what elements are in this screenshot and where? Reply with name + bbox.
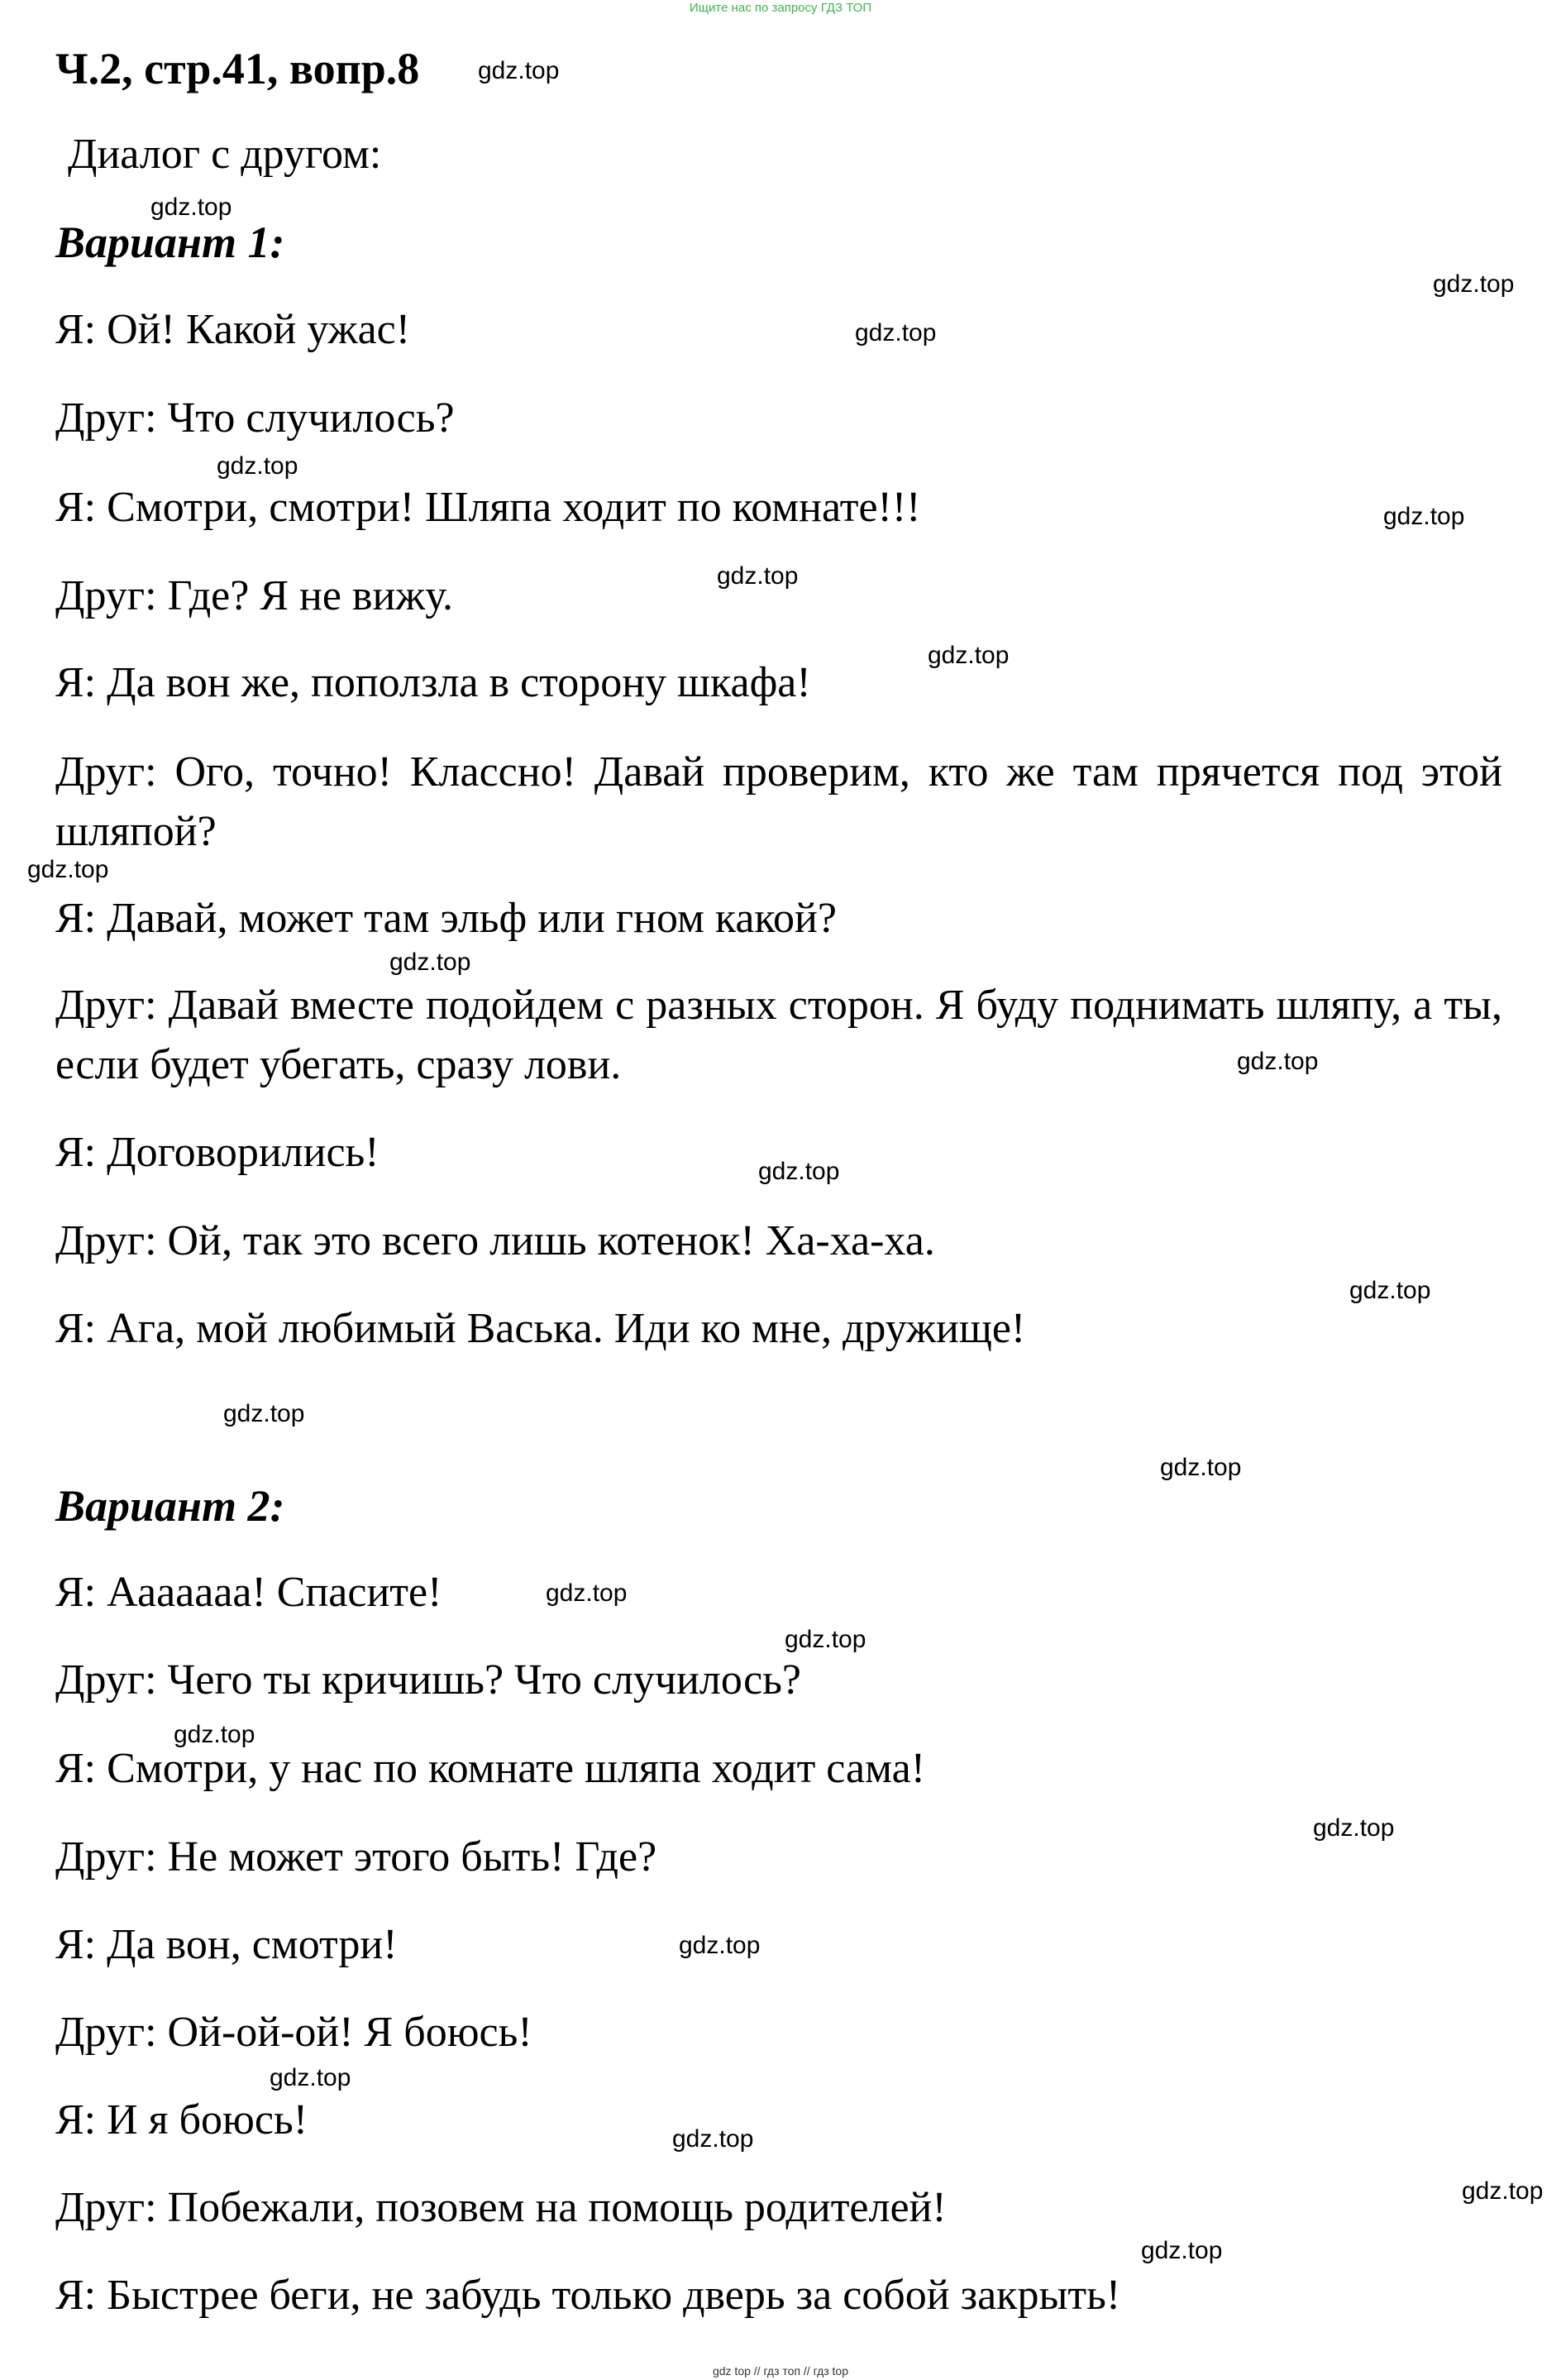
watermark: gdz.top — [217, 452, 298, 480]
dialog-line: Я: Ой! Какой ужас! — [55, 306, 411, 353]
watermark: gdz.top — [717, 562, 799, 590]
dialog-line: Друг: Ого, точно! Классно! Давай проверим, кто же там прячется под этой шляпой? — [55, 748, 1502, 855]
watermark: gdz.top — [679, 1932, 761, 1959]
variant-1-heading: Вариант 1: — [55, 217, 285, 267]
dialog-line: Я: Быстрее беги, не забудь только дверь за собой закрыть! — [55, 2272, 1121, 2319]
top-banner[interactable]: Ищите нас по запросу ГДЗ ТОП — [689, 1, 872, 15]
watermark: gdz.top — [928, 642, 1010, 669]
dialog-line: Друг: Ой-ой-ой! Я боюсь! — [55, 2009, 532, 2056]
watermark: gdz.top — [174, 1721, 255, 1748]
watermark: gdz.top — [27, 856, 109, 883]
dialog-line: Я: Да вон же, поползла в сторону шкафа! — [55, 659, 811, 706]
dialog-line: Друг: Давай вместе подойдем с разных сторон. Я буду поднимать шляпу, а ты, если будет убегать, сразу лови. — [55, 982, 1502, 1088]
dialog-line: Я: Смотри, смотри! Шляпа ходит по комнате!!! — [55, 484, 921, 531]
dialog-line: Я: Смотри, у нас по комнате шляпа ходит сама! — [55, 1745, 926, 1792]
watermark: gdz.top — [855, 319, 937, 346]
watermark: gdz.top — [223, 1400, 305, 1427]
dialog-line: Друг: Где? Я не вижу. — [55, 572, 454, 619]
watermark: gdz.top — [478, 57, 560, 84]
dialog-line: Друг: Побежали, позовем на помощь родителей! — [55, 2184, 947, 2231]
watermark: gdz.top — [1349, 1277, 1431, 1304]
watermark: gdz.top — [546, 1579, 628, 1607]
watermark: gdz.top — [1160, 1454, 1242, 1481]
dialog-line: Я: Ааааааа! Спасите! — [55, 1569, 442, 1616]
dialog-line: Друг: Чего ты кричишь? Что случилось? — [55, 1656, 802, 1704]
footer: gdz top // гдз топ // гдз top — [712, 2364, 849, 2378]
dialog-line: Я: Да вон, смотри! — [55, 1921, 398, 1968]
watermark: gdz.top — [1383, 503, 1465, 530]
dialog-line: Я: И я боюсь! — [55, 2096, 308, 2143]
dialog-line: Я: Договорились! — [55, 1129, 380, 1176]
watermark: gdz.top — [785, 1626, 866, 1653]
watermark: gdz.top — [1462, 2177, 1544, 2205]
watermark: gdz.top — [150, 194, 232, 221]
dialog-line: Я: Ага, мой любимый Васька. Иди ко мне, дружище! — [55, 1305, 1026, 1352]
watermark: gdz.top — [1237, 1048, 1319, 1075]
dialog-line: Я: Давай, может там эльф или гном какой? — [55, 895, 837, 942]
watermark: gdz.top — [1433, 270, 1515, 298]
watermark: gdz.top — [389, 949, 471, 976]
page-title: Ч.2, стр.41, вопр.8 — [55, 44, 420, 93]
page-subtitle: Диалог с другом: — [68, 131, 382, 178]
dialog-line: Друг: Ой, так это всего лишь котенок! Ха-ха-ха. — [55, 1217, 935, 1264]
watermark: gdz.top — [1313, 1814, 1395, 1842]
watermark: gdz.top — [758, 1158, 840, 1185]
dialog-line: Друг: Не может этого быть! Где? — [55, 1833, 657, 1881]
dialog-line: Друг: Что случилось? — [55, 394, 455, 442]
watermark: gdz.top — [270, 2064, 351, 2091]
watermark: gdz.top — [672, 2125, 754, 2153]
variant-2-heading: Вариант 2: — [55, 1481, 285, 1531]
watermark: gdz.top — [1141, 2237, 1223, 2264]
